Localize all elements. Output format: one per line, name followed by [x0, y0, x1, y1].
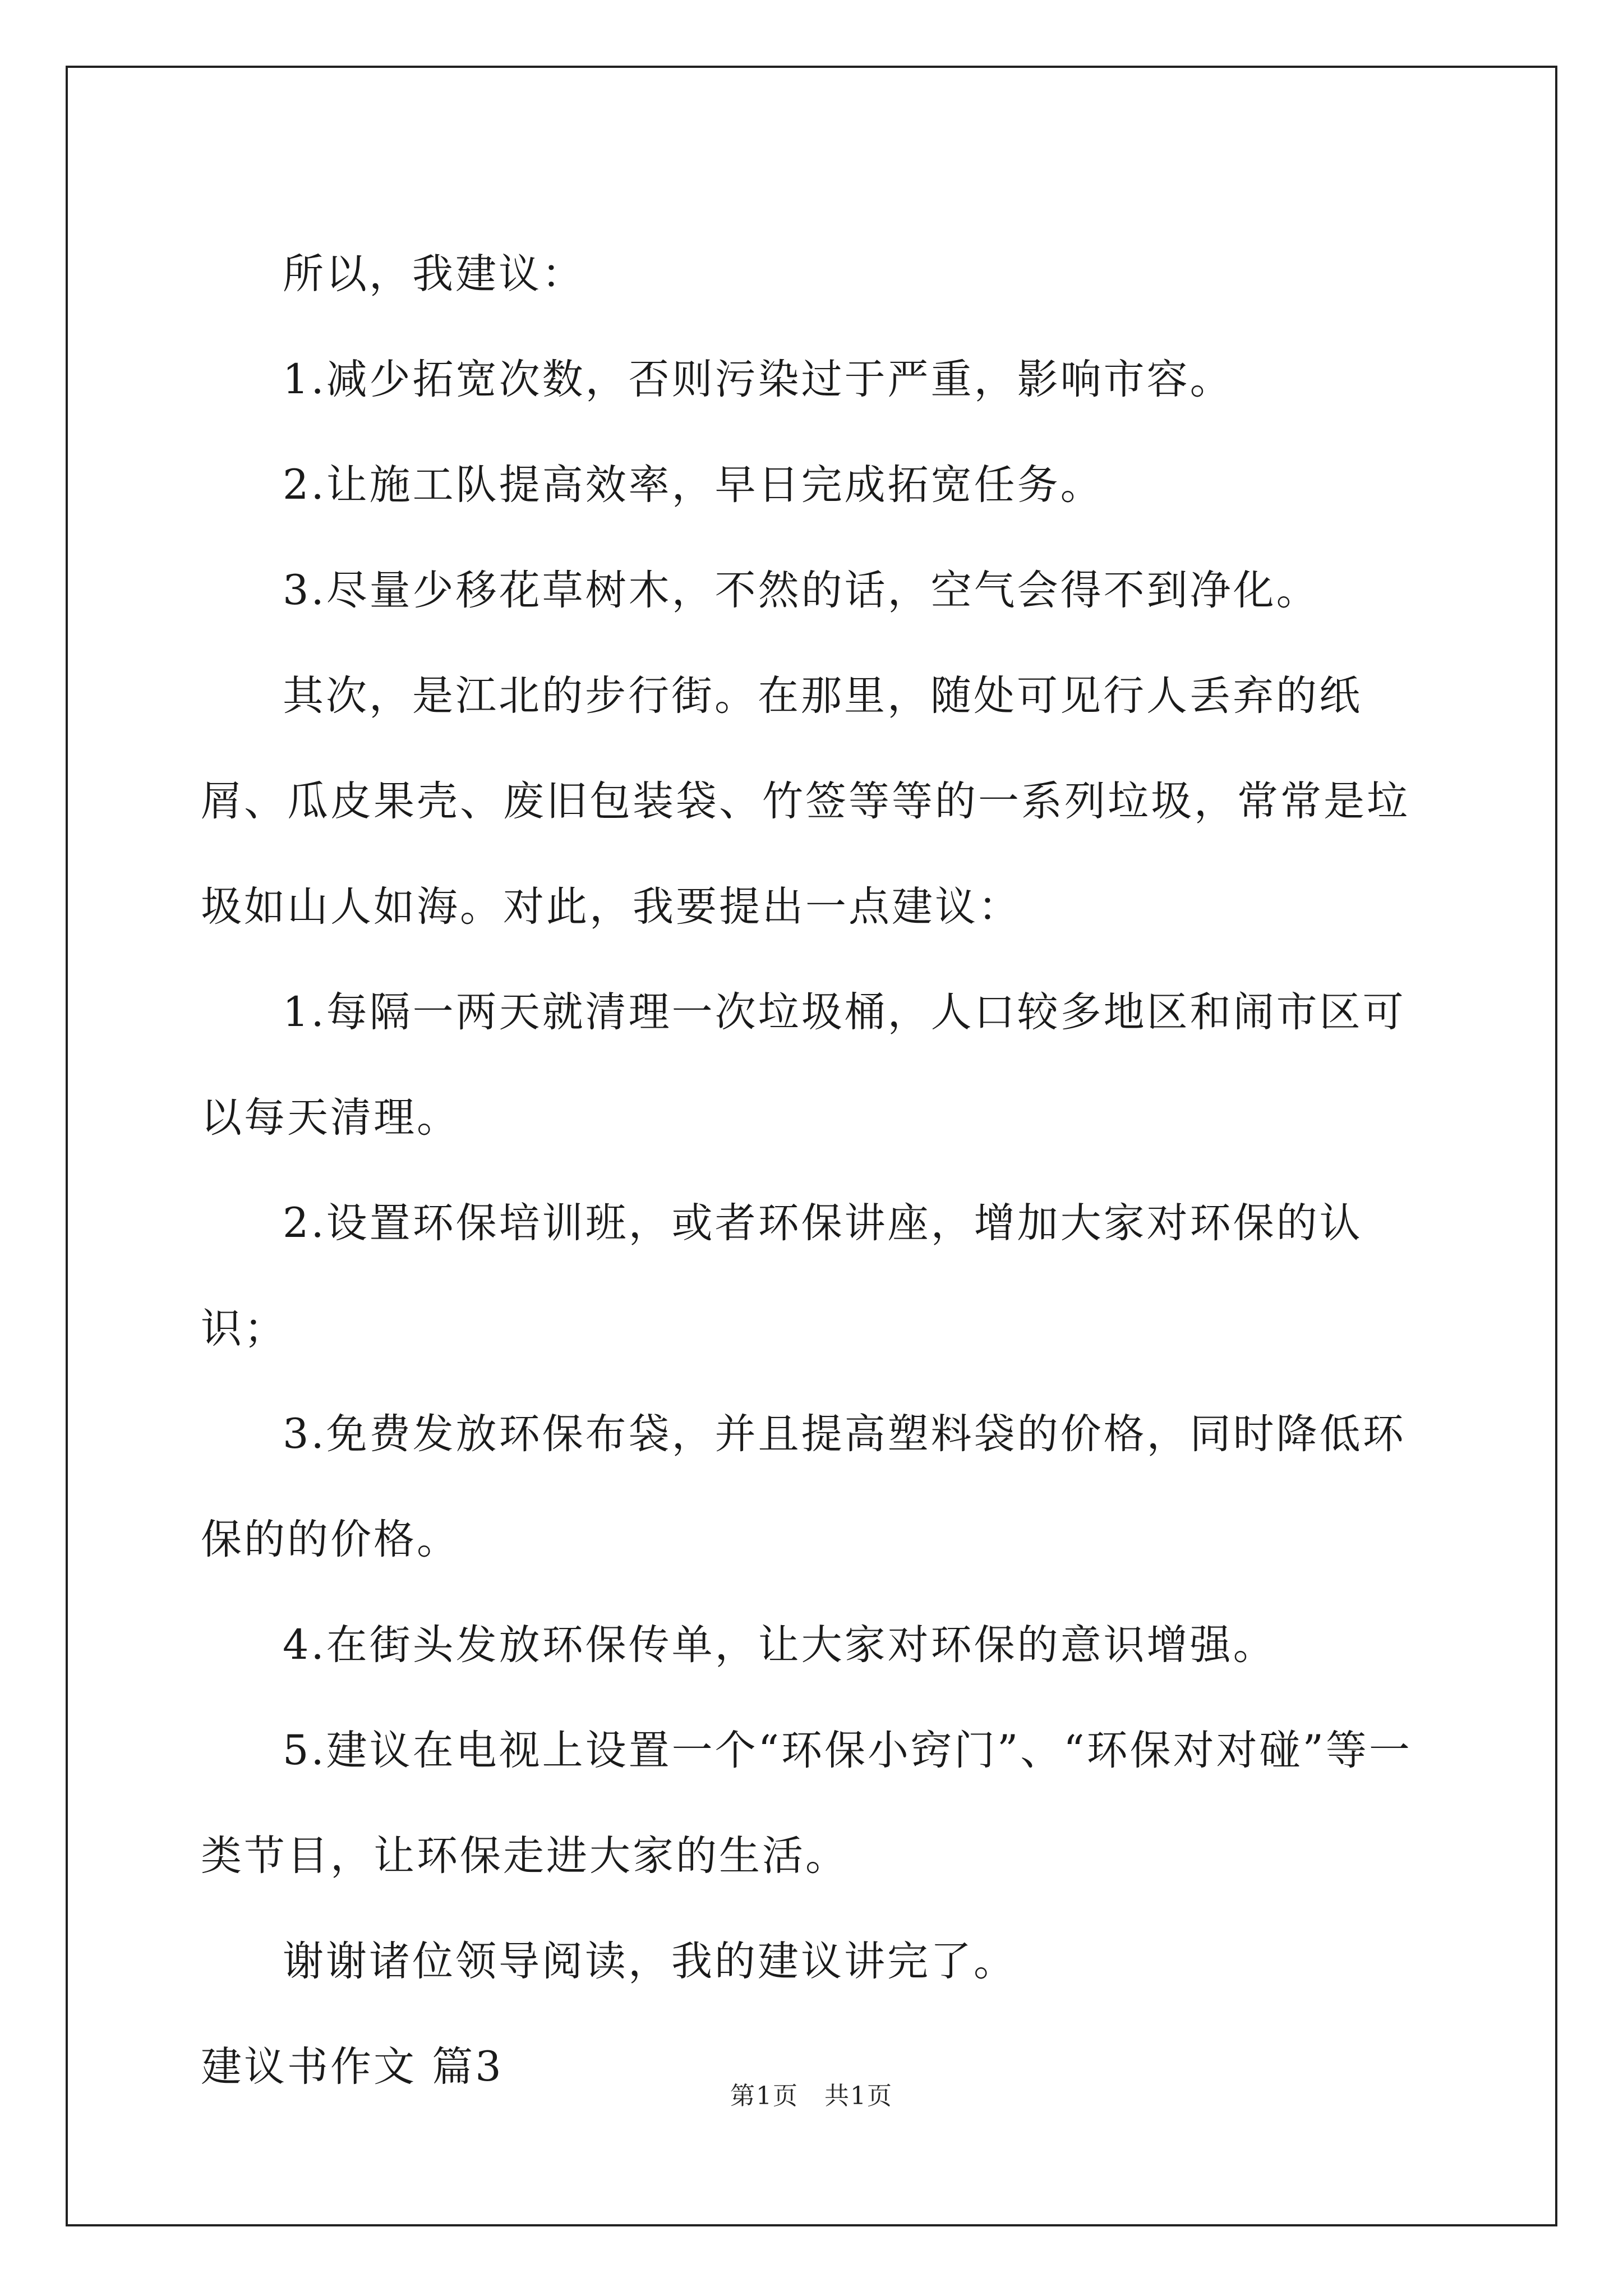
- paragraph: 5.建议在电视上设置一个“环保小窍门”、“环保对对碰”等一类节目，让环保走进大家的生活。: [201, 1727, 1412, 1880]
- section-heading: 建议书作文 篇3: [201, 2043, 504, 2091]
- paragraph: 谢谢诸位领导阅读，我的建议讲完了。: [283, 1938, 1017, 1985]
- page-footer: 第1页 共1页: [730, 2082, 893, 2110]
- paragraph: 4.在街头发放环保传单，让大家对环保的意识增强。: [283, 1621, 1276, 1669]
- paragraph: 所以，我建议：: [283, 250, 585, 298]
- paragraph: 1.每隔一两天就清理一次垃圾桶，人口较多地区和闹市区可以每天清理。: [201, 988, 1406, 1142]
- paragraph: 2.设置环保培训班，或者环保讲座，增加大家对环保的认识；: [201, 1199, 1363, 1352]
- paragraph: 其次，是江北的步行街。在那里，随处可见行人丢弃的纸屑、瓜皮果壳、废旧包装袋、竹签等等的一系列垃圾，常常是垃圾如山人如海。对此，我要提出一点建议：: [201, 672, 1410, 931]
- paragraph: 3.免费发放环保布袋，并且提高塑料袋的价格，同时降低环保的的价格。: [201, 1410, 1406, 1563]
- paragraph: 2.让施工队提高效率，早日完成拓宽任务。: [283, 461, 1104, 509]
- paragraph: 1.减少拓宽次数，否则污染过于严重，影响市容。: [283, 356, 1233, 403]
- document-body: [201, 222, 1435, 2120]
- paragraph: 3.尽量少移花草树木，不然的话，空气会得不到净化。: [283, 567, 1320, 614]
